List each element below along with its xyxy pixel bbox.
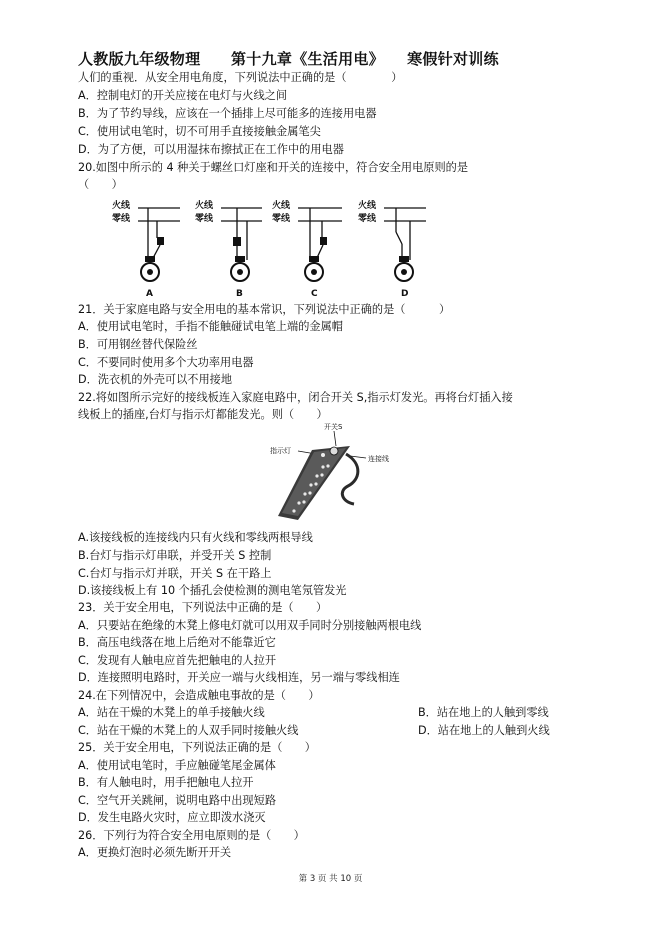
q24-option-d: D．站在地上的人触到火线 <box>418 724 550 737</box>
diagram-label-c: C <box>311 289 318 299</box>
q24-stem: 24.在下列情况中，会造成触电事故的是（ ） <box>78 689 320 702</box>
q22-option-b: B.台灯与指示灯串联，并受开关 S 控制 <box>78 549 272 562</box>
q19-option-b: B．为了节约导线，应该在一个插排上尽可能多的连接用电器 <box>78 107 377 120</box>
page-title: 人教版九年级物理 第十九章《生活用电》 寒假针对训练 <box>78 50 499 68</box>
q20-stem: 20.如图中所示的 4 种关于螺丝口灯座和开关的连接中，符合安全用电原则的是 <box>78 161 469 174</box>
circuit-a <box>112 199 180 299</box>
page-number: 第 3 页 共 10 页 <box>298 874 363 884</box>
q21-option-a: A．使用试电笔时，手指不能触碰试电笔上端的金属帽 <box>78 320 343 333</box>
live-wire-label: 火线 <box>195 201 214 211</box>
q26-stem: 26．下列行为符合安全用电原则的是（ ） <box>78 829 305 842</box>
diagram-label-b: B <box>236 289 243 299</box>
q25-option-d: D．发生电路火灾时，应立即泼水浇灭 <box>78 811 266 824</box>
circuit-c <box>272 199 342 299</box>
live-wire-label: 火线 <box>272 201 291 211</box>
q22-option-c: C.台灯与指示灯并联，开关 S 在干路上 <box>78 567 272 580</box>
q21-stem: 21．关于家庭电路与安全用电的基本常识，下列说法中正确的是（ ） <box>78 303 451 316</box>
q25-option-a: A．使用试电笔时，手应触碰笔尾金属体 <box>78 759 276 772</box>
q23-option-c: C．发现有人触电应首先把触电的人拉开 <box>78 654 277 667</box>
q26-option-a: A．更换灯泡时必须先断开开关 <box>78 846 232 859</box>
q24-option-c: C．站在干燥的木凳上的人双手同时接触火线 <box>78 724 299 737</box>
circuit-d <box>358 199 426 299</box>
q22-stem-line2: 线板上的插座,台灯与指示灯都能发光。则（ ） <box>78 408 328 421</box>
diagram-label-a: A <box>146 289 153 299</box>
neutral-wire-label: 零线 <box>272 214 291 224</box>
q19-intro: 人们的重视．从安全用电角度，下列说法中正确的是（ ） <box>78 71 403 84</box>
q21-option-b: B．可用钢丝替代保险丝 <box>78 338 198 351</box>
q19-option-c: C．使用试电笔时，切不可用手直接接触金属笔尖 <box>78 125 321 138</box>
q22-option-d: D.该接线板上有 10 个插孔会使检测的测电笔氖管发光 <box>78 584 347 597</box>
q21-option-d: D．洗衣机的外壳可以不用接地 <box>78 373 233 386</box>
q24-option-a: A．站在干燥的木凳上的单手接触火线 <box>78 706 265 719</box>
cable-label: 连接线 <box>368 455 389 463</box>
q19-option-a: A．控制电灯的开关应接在电灯与火线之间 <box>78 89 288 102</box>
neutral-wire-label: 零线 <box>358 214 377 224</box>
indicator-lamp-label: 指示灯 <box>270 447 291 455</box>
q24-option-b: B．站在地上的人触到零线 <box>418 706 549 719</box>
live-wire-label: 火线 <box>358 201 377 211</box>
q23-option-a: A．只要站在绝缘的木凳上修电灯就可以用双手同时分别接触两根电线 <box>78 619 422 632</box>
q19-option-d: D．为了方便，可以用湿抹布擦拭正在工作中的用电器 <box>78 143 344 156</box>
q25-option-b: B．有人触电时，用手把触电人拉开 <box>78 776 254 789</box>
q21-option-c: C．不要同时使用多个大功率用电器 <box>78 356 254 369</box>
q23-option-b: B．高压电线落在地上后绝对不能靠近它 <box>78 636 276 649</box>
switch-label: 开关S <box>324 423 343 431</box>
neutral-wire-label: 零线 <box>112 214 131 224</box>
power-strip-figure <box>268 420 418 530</box>
q20-paren: （ ） <box>78 178 123 191</box>
live-wire-label: 火线 <box>112 201 131 211</box>
q23-stem: 23．关于安全用电，下列说法中正确的是（ ） <box>78 601 328 614</box>
q25-option-c: C．空气开关跳闸，说明电路中出现短路 <box>78 794 277 807</box>
q22-option-a: A.该接线板的连接线内只有火线和零线两根导线 <box>78 531 313 544</box>
neutral-wire-label: 零线 <box>195 214 214 224</box>
q22-stem-line1: 22.将如图所示完好的接线板连入家庭电路中，闭合开关 S,指示灯发光。再将台灯插入接 <box>78 391 513 404</box>
lamp-switch-diagram <box>100 196 430 300</box>
circuit-b <box>195 199 262 299</box>
q23-option-d: D．连接照明电路时，开关应一端与火线相连，另一端与零线相连 <box>78 671 400 684</box>
diagram-label-d: D <box>401 289 409 299</box>
q25-stem: 25．关于安全用电，下列说法正确的是（ ） <box>78 741 316 754</box>
